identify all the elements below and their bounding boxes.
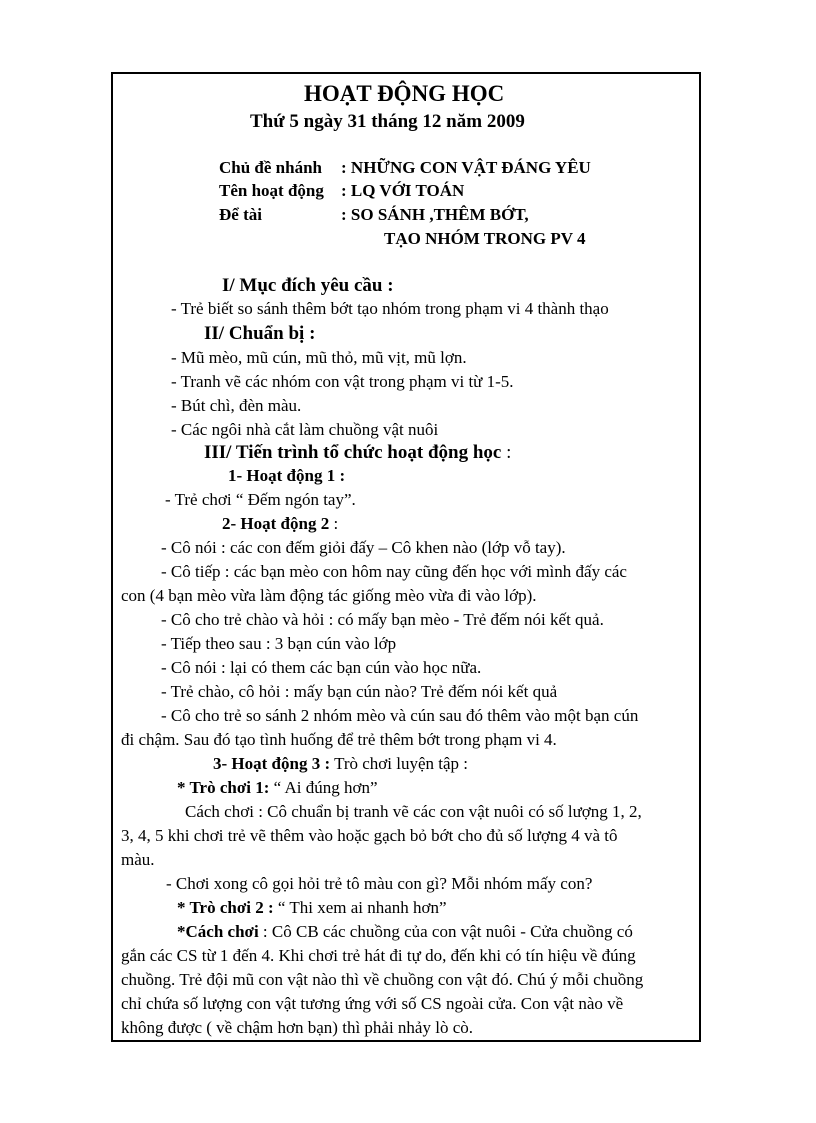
activity-2-line: - Cô cho trẻ so sánh 2 nhóm mèo và cún sau đó thêm vào một bạn cún xyxy=(161,706,639,725)
game-1-title-text: * Trò chơi 1: xyxy=(177,778,270,797)
page-title: HOẠT ĐỘNG HỌC xyxy=(304,81,505,106)
activity-2-line: con (4 bạn mèo vừa làm động tác giống mèo vừa đi vào lớp). xyxy=(121,586,537,605)
game-2-title-text: * Trò chơi 2 : xyxy=(177,898,274,917)
activity-2-line: - Tiếp theo sau : 3 bạn cún vào lớp xyxy=(161,634,397,653)
activity-3-title-text: 3- Hoạt động 3 : xyxy=(213,754,331,773)
game-2-line: chuồng. Trẻ đội mũ con vật nào thì về chuồng con vật đó. Chú ý mỗi chuồng xyxy=(121,970,644,989)
game-2-line: không được ( về chậm hơn bạn) thì phải nhảy lò cò. xyxy=(121,1018,473,1037)
activity-1-line: - Trẻ chơi “ Đếm ngón tay”. xyxy=(165,490,356,509)
activity-2-title-tail: : xyxy=(329,514,339,533)
topic-value-2: TẠO NHÓM TRONG PV 4 xyxy=(384,229,586,248)
game-2-line: gắn các CS từ 1 đến 4. Khi chơi trẻ hát đi tự do, đến khi có tín hiệu về đúng xyxy=(121,946,636,965)
activity-2-title-text: 2- Hoạt động 2 xyxy=(222,514,330,533)
game-2-rule-label: *Cách chơi xyxy=(177,922,259,941)
game-1-title xyxy=(177,778,378,798)
activity-label: Tên hoạt động xyxy=(219,181,324,200)
activity-2-line: - Trẻ chào, cô hỏi : mấy bạn cún nào? Trẻ đếm nói kết quả xyxy=(161,682,558,701)
activity-value: : LQ VỚI TOÁN xyxy=(341,181,465,200)
game-1-line: - Chơi xong cô gọi hỏi trẻ tô màu con gì? Mỗi nhóm mấy con? xyxy=(166,874,593,893)
activity-3-title-tail: Trò chơi luyện tập : xyxy=(330,754,469,773)
section-1-line: - Trẻ biết so sánh thêm bớt tạo nhóm trong phạm vi 4 thành thạo xyxy=(171,299,609,318)
activity-3-title xyxy=(213,754,468,774)
game-1-line: màu. xyxy=(121,850,155,869)
section-3-heading-text: III/ Tiến trình tổ chức hoạt động học xyxy=(204,442,502,463)
topic-value-1: : SO SÁNH ,THÊM BỚT, xyxy=(341,205,529,224)
activity-2-line: - Cô cho trẻ chào và hỏi : có mấy bạn mèo - Trẻ đếm nói kết quả. xyxy=(161,610,604,629)
activity-2-line: - Cô nói : lại có them các bạn cún vào học nữa. xyxy=(161,658,482,677)
game-2-title-tail: “ Thi xem ai nhanh hơn” xyxy=(273,898,447,917)
topic-label: Để tài xyxy=(219,205,262,224)
game-2-title xyxy=(177,898,447,918)
prep-item: - Các ngôi nhà cắt làm chuồng vật nuôi xyxy=(171,420,439,439)
activity-2-line: đi chậm. Sau đó tạo tình huống để trẻ thêm bớt trong phạm vi 4. xyxy=(121,730,557,749)
section-1-heading: I/ Mục đích yêu cầu : xyxy=(222,275,394,296)
game-2-rule xyxy=(177,922,633,942)
date-line: Thứ 5 ngày 31 tháng 12 năm 2009 xyxy=(250,111,525,132)
activity-2-line: - Cô nói : các con đếm giỏi đấy – Cô khen nào (lớp vỗ tay). xyxy=(161,538,566,557)
section-2-heading: II/ Chuẩn bị : xyxy=(204,323,316,344)
game-1-line: 3, 4, 5 khi chơi trẻ vẽ thêm vào hoặc gạch bỏ bớt cho đủ số lượng 4 và tô xyxy=(121,826,618,845)
theme-value: : NHỮNG CON VẬT ĐÁNG YÊU xyxy=(341,158,591,177)
game-2-line: chỉ chứa số lượng con vật tương ứng với số CS ngoài cửa. Con vật nào về xyxy=(121,994,624,1013)
section-3-heading-tail: : xyxy=(501,442,512,463)
activity-2-title xyxy=(222,514,338,534)
theme-label: Chủ đề nhánh xyxy=(219,158,323,177)
prep-item: - Tranh vẽ các nhóm con vật trong phạm vi từ 1-5. xyxy=(171,372,514,391)
game-2-rule-tail: : Cô CB các chuồng của con vật nuôi - Cửa chuồng có xyxy=(258,922,633,941)
activity-1-title: 1- Hoạt động 1 : xyxy=(228,466,346,485)
prep-item: - Mũ mèo, mũ cún, mũ thỏ, mũ vịt, mũ lợn. xyxy=(171,348,467,367)
game-1-title-tail: “ Ai đúng hơn” xyxy=(269,778,378,797)
section-3-heading xyxy=(204,442,511,464)
prep-item: - Bút chì, đèn màu. xyxy=(171,396,302,415)
game-1-line: Cách chơi : Cô chuẩn bị tranh vẽ các con vật nuôi có số lượng 1, 2, xyxy=(185,802,642,821)
activity-2-line: - Cô tiếp : các bạn mèo con hôm nay cũng đến học với mình đấy các xyxy=(161,562,627,581)
